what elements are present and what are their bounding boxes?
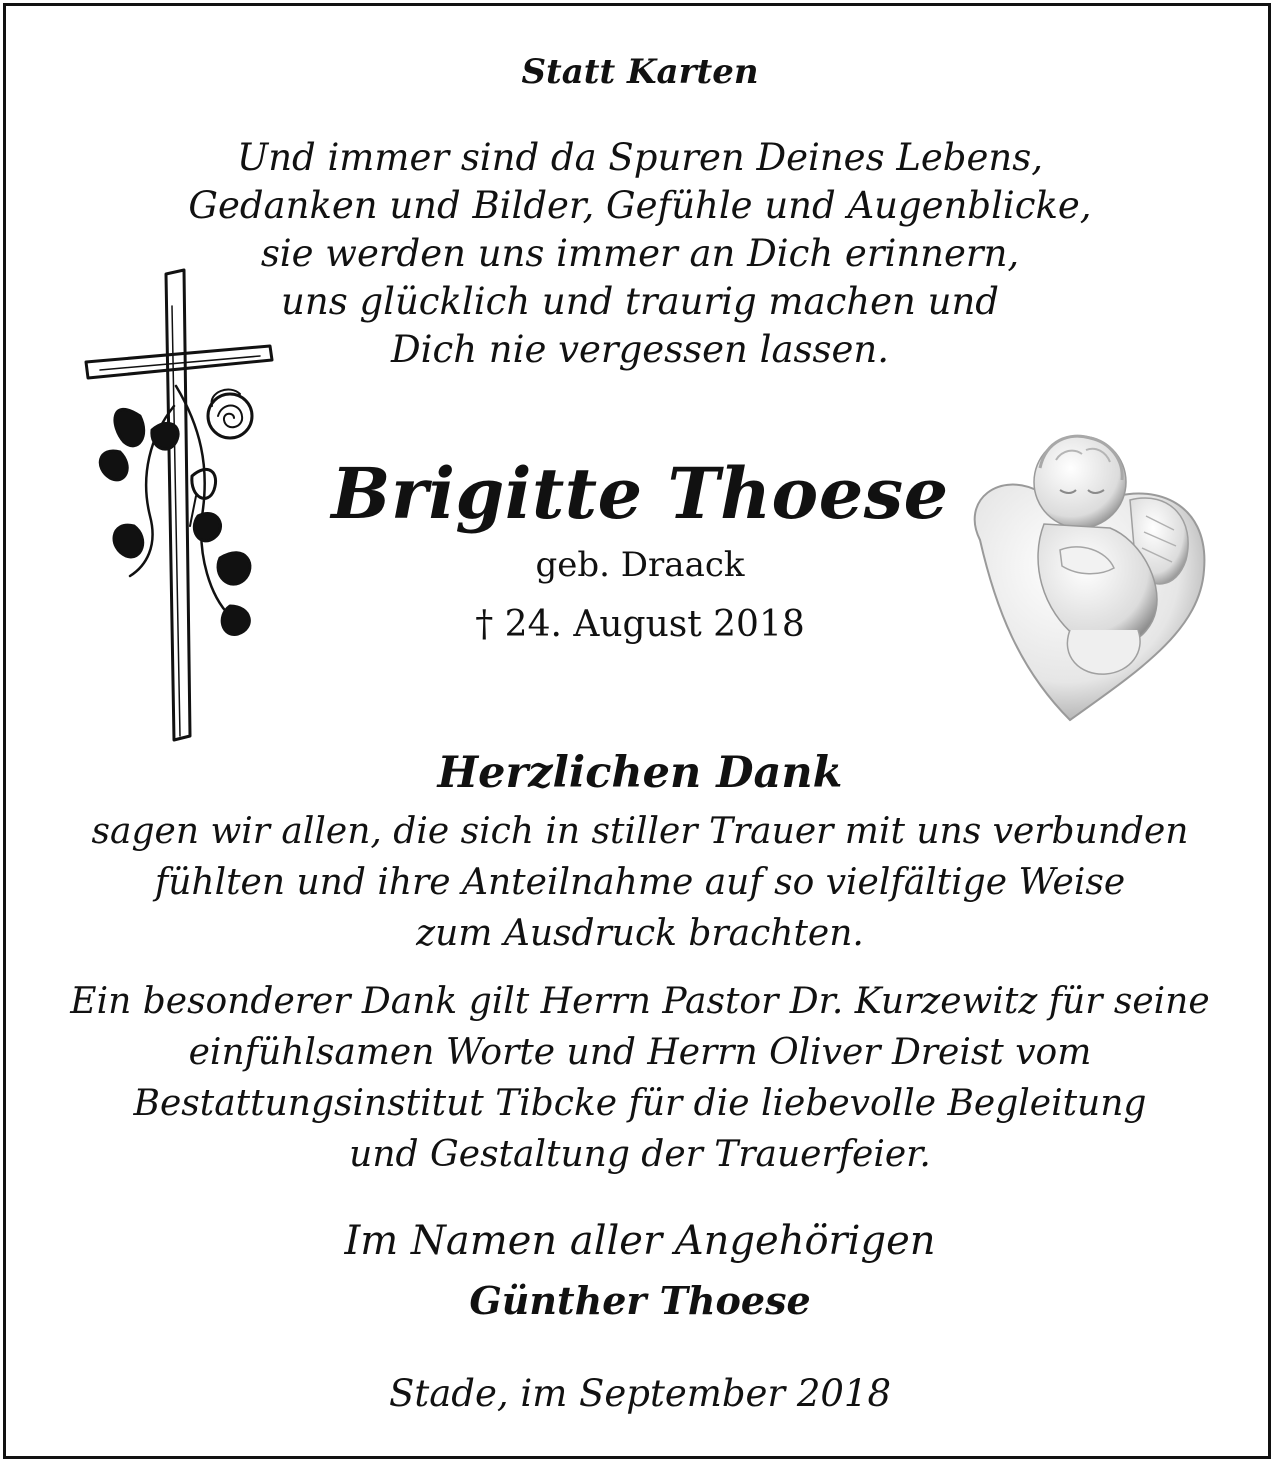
- poem-line: uns glücklich und traurig machen und: [281, 280, 999, 323]
- closing-line: Im Namen aller Angehörigen: [344, 1218, 936, 1264]
- thanks-title: Herzlichen Dank: [437, 748, 843, 798]
- poem-line: Gedanken und Bilder, Gefühle und Augenblicke,: [188, 184, 1092, 227]
- death-date: † 24. August 2018: [475, 604, 805, 645]
- deceased-name: Brigitte Thoese: [331, 452, 949, 535]
- place-date: Stade, im September 2018: [388, 1372, 892, 1415]
- special-thanks-line: Bestattungsinstitut Tibcke für die liebevolle Begleitung: [133, 1083, 1147, 1124]
- birth-name: geb. Draack: [535, 545, 745, 585]
- poem-line: Dich nie vergessen lassen.: [390, 328, 890, 371]
- poem-line: Und immer sind da Spuren Deines Lebens,: [237, 136, 1043, 179]
- notice-header: Statt Karten: [521, 52, 759, 92]
- thanks-line: fühlten und ihre Anteilnahme auf so vielfältige Weise: [154, 862, 1126, 903]
- signer-name: Günther Thoese: [469, 1278, 811, 1323]
- angel-on-heart-figurine: [960, 420, 1220, 730]
- special-thanks-line: und Gestaltung der Trauerfeier.: [349, 1134, 931, 1175]
- thanks-line: sagen wir allen, die sich in stiller Trauer mit uns verbunden: [91, 811, 1189, 852]
- thanks-text: [0, 806, 1280, 959]
- thanks-line: zum Ausdruck brachten.: [416, 913, 864, 954]
- special-thanks-line: einfühlsamen Worte und Herrn Oliver Dreist vom: [188, 1032, 1092, 1073]
- special-thanks-line: Ein besonderer Dank gilt Herrn Pastor Dr. Kurzewitz für seine: [70, 981, 1210, 1022]
- special-thanks: [0, 976, 1280, 1180]
- poem-line: sie werden uns immer an Dich erinnern,: [260, 232, 1020, 275]
